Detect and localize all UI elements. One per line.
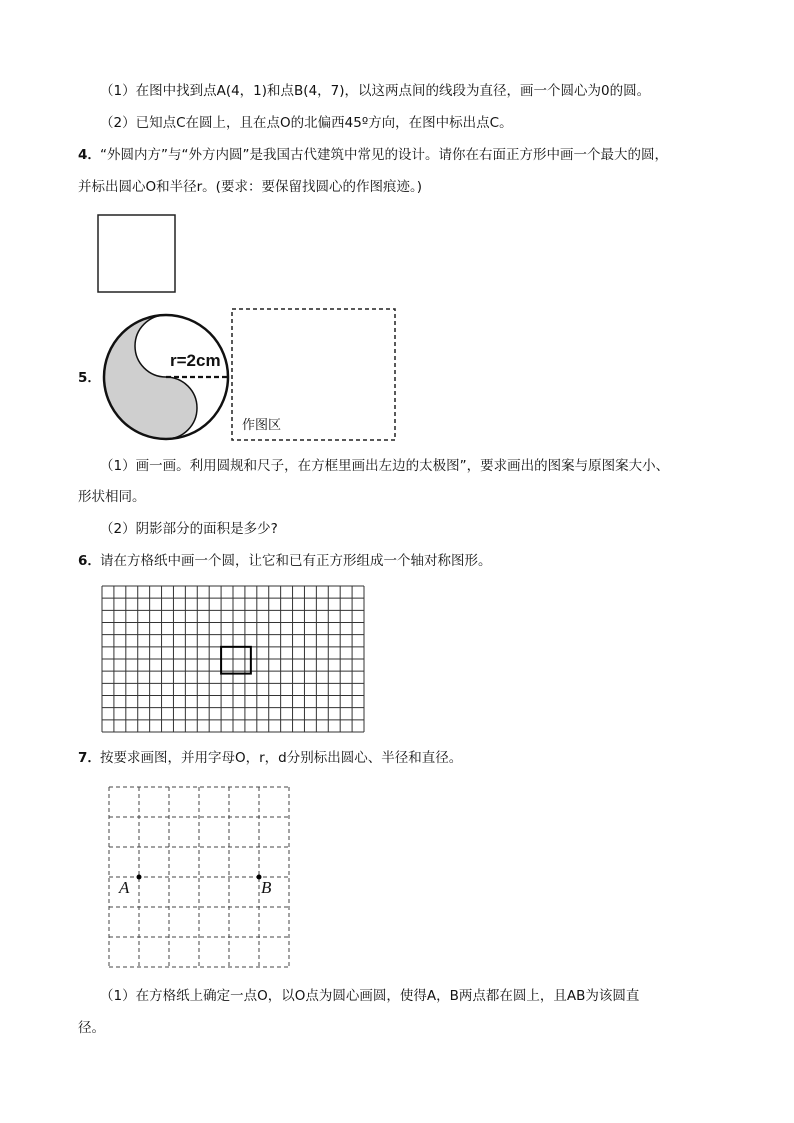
q7-text: 按要求画图，并用字母O，r，d分别标出圆心、半径和直径。 <box>100 750 463 766</box>
square-grid-paper <box>101 585 365 733</box>
drawing-area-label: 作图区 <box>242 418 282 433</box>
q5-number: 5． <box>78 370 101 386</box>
q7-sub1: （1）在方格纸上确定一点O，以O点为圆心画圆，使得A，B两点都在圆上，且AB为该圆直 <box>100 988 640 1004</box>
q4-line2: 并标出圆心O和半径r。(要求：要保留找圆心的作图痕迹。) <box>78 179 422 195</box>
q5-sub1: （1）画一画。利用圆规和尺子，在方框里画出左边的太极图”，要求画出的图案与原图案大小、 <box>100 458 670 474</box>
q5-sub2: （2）阴影部分的面积是多少? <box>100 521 278 537</box>
q3-sub2: （2）已知点C在圆上，且在点O的北偏西45º方向，在图中标出点C。 <box>100 115 513 131</box>
taiji-figure <box>102 312 232 442</box>
q7-number: 7． <box>78 750 101 766</box>
point-a <box>137 875 142 880</box>
dashed-grid-paper <box>108 786 290 968</box>
q4-line1: “外圆内方”与“外方内圆”是我国古代建筑中常见的设计。请你在右面正方形中画一个最大的圆， <box>100 147 668 163</box>
radius-label: r=2cm <box>170 351 221 370</box>
point-b-label: B <box>261 878 272 897</box>
q3-sub1: （1）在图中找到点A(4，1)和点B(4，7)，以这两点间的线段为直径，画一个圆心为0的圆。 <box>100 83 651 99</box>
q4-number: 4． <box>78 147 101 163</box>
q6-number: 6． <box>78 553 101 569</box>
q5-sub1-cont: 形状相同。 <box>78 489 146 505</box>
q7-sub1-cont: 径。 <box>78 1020 105 1036</box>
q6-text: 请在方格纸中画一个圆，让它和已有正方形组成一个轴对称图形。 <box>100 553 492 569</box>
q4-square-figure <box>97 214 177 294</box>
point-a-label: A <box>119 878 130 897</box>
